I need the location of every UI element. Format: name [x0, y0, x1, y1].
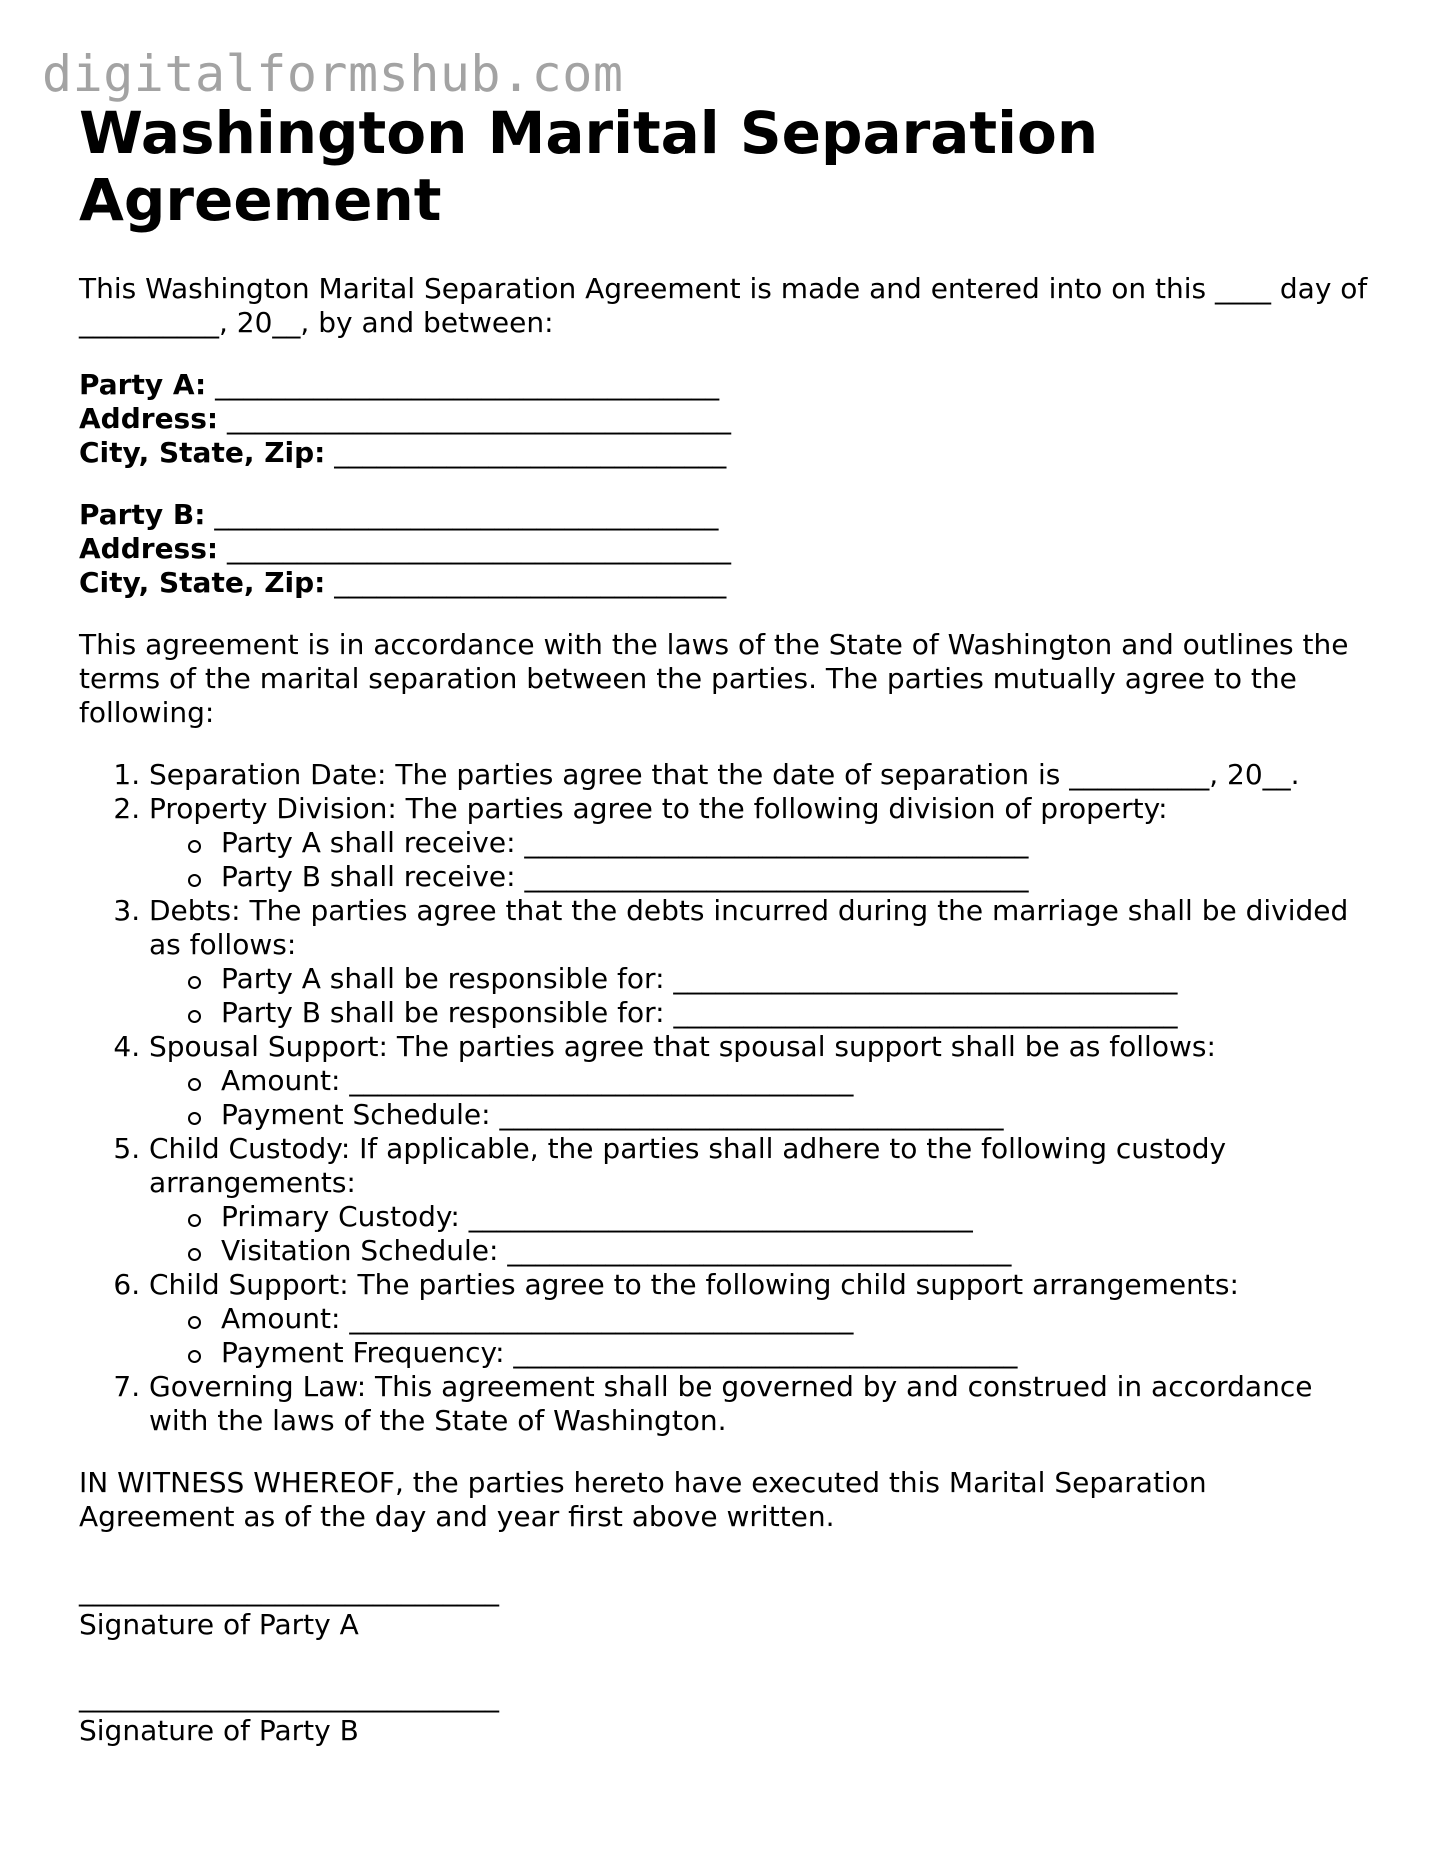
watermark: digitalformshub.com — [42, 45, 624, 103]
party-a-name-field[interactable]: ____________________________________ — [215, 368, 720, 401]
signature-block-b — [79, 1680, 1369, 1748]
party-b-csz-field[interactable]: ____________________________ — [334, 566, 727, 599]
clause-child-support — [149, 1268, 1369, 1370]
party-b-csz-label: City, State, Zip: — [79, 566, 326, 599]
party-a-name-label: Party A: — [79, 368, 207, 401]
primary-custody-field[interactable]: Primary Custody: ____________________________________ — [221, 1200, 1369, 1234]
clause-text: Spousal Support: The parties agree that spousal support shall be as follows: — [149, 1030, 1216, 1063]
party-b-name-label: Party B: — [79, 498, 206, 531]
document-body — [79, 100, 1369, 1748]
visitation-schedule-field[interactable]: Visitation Schedule: ____________________________________ — [221, 1234, 1369, 1268]
sub-list — [149, 826, 1369, 894]
clause-text: Child Support: The parties agree to the following child support arrangements: — [149, 1268, 1239, 1301]
child-support-amount-field[interactable]: Amount: ____________________________________ — [221, 1302, 1369, 1336]
spousal-amount-field[interactable]: Amount: ____________________________________ — [221, 1064, 1369, 1098]
party-a-address-row — [79, 402, 1369, 436]
clause-list — [79, 758, 1369, 1438]
payment-frequency-field[interactable]: Payment Frequency: ____________________________________ — [221, 1336, 1369, 1370]
debts-party-a-field[interactable]: Party A shall be responsible for: ____________________________________ — [221, 962, 1369, 996]
clause-text: Child Custody: If applicable, the parties shall adhere to the following custody arrangements: — [149, 1132, 1227, 1199]
party-b-block — [79, 498, 1369, 600]
party-a-csz-label: City, State, Zip: — [79, 436, 326, 469]
clause-property-division — [149, 792, 1369, 894]
party-a-block — [79, 368, 1369, 470]
signature-line-b[interactable]: ______________________________ — [79, 1680, 499, 1713]
sub-list — [149, 1064, 1369, 1132]
clause-text: Governing Law: This agreement shall be governed by and construed in accordance with the laws of the State of Washington. — [149, 1370, 1313, 1437]
clause-text: Property Division: The parties agree to the following division of property: — [149, 792, 1168, 825]
party-a-name-row — [79, 368, 1369, 402]
property-party-b-field[interactable]: Party B shall receive: ____________________________________ — [221, 860, 1369, 894]
sub-list — [149, 962, 1369, 1030]
debts-party-b-field[interactable]: Party B shall be responsible for: ____________________________________ — [221, 996, 1369, 1030]
party-a-csz-row — [79, 436, 1369, 470]
sub-list — [149, 1200, 1369, 1268]
property-party-a-field[interactable]: Party A shall receive: ____________________________________ — [221, 826, 1369, 860]
signature-line-a[interactable]: ______________________________ — [79, 1574, 499, 1607]
signature-label-a: Signature of Party A — [79, 1608, 359, 1641]
clause-governing-law — [149, 1370, 1369, 1438]
party-b-address-field[interactable]: ____________________________________ — [227, 532, 731, 565]
clause-separation-date — [149, 758, 1369, 792]
clause-spousal-support — [149, 1030, 1369, 1132]
spousal-schedule-field[interactable]: Payment Schedule: ____________________________________ — [221, 1098, 1369, 1132]
party-b-address-label: Address: — [79, 532, 219, 565]
terms-paragraph: This agreement is in accordance with the laws of the State of Washington and outlines the terms of the marital separation between the parties. The parties mutually agree to the following: — [79, 628, 1349, 729]
party-b-address-row — [79, 532, 1369, 566]
intro-paragraph: This Washington Marital Separation Agreement is made and entered into on this ____ day of __________, 20__, by and between: — [79, 272, 1368, 339]
signature-block-a — [79, 1574, 1369, 1642]
party-a-csz-field[interactable]: ____________________________ — [334, 436, 727, 469]
clause-text: Debts: The parties agree that the debts incurred during the marriage shall be divided as follows: — [149, 894, 1349, 961]
party-b-name-field[interactable]: ____________________________________ — [214, 498, 719, 531]
signature-label-b: Signature of Party B — [79, 1714, 359, 1747]
party-b-csz-row — [79, 566, 1369, 600]
page-title: Washington Marital Separation Agreement — [79, 99, 1099, 234]
sub-list — [149, 1302, 1369, 1370]
clause-child-custody — [149, 1132, 1369, 1268]
party-a-address-field[interactable]: ____________________________________ — [227, 402, 731, 435]
witness-paragraph: IN WITNESS WHEREOF, the parties hereto have executed this Marital Separation Agreement as of the day and year first above written. — [79, 1466, 1207, 1533]
clause-debts — [149, 894, 1369, 1030]
party-a-address-label: Address: — [79, 402, 219, 435]
clause-text: Separation Date: The parties agree that the date of separation is __________, 20__. — [149, 758, 1300, 791]
party-b-name-row — [79, 498, 1369, 532]
